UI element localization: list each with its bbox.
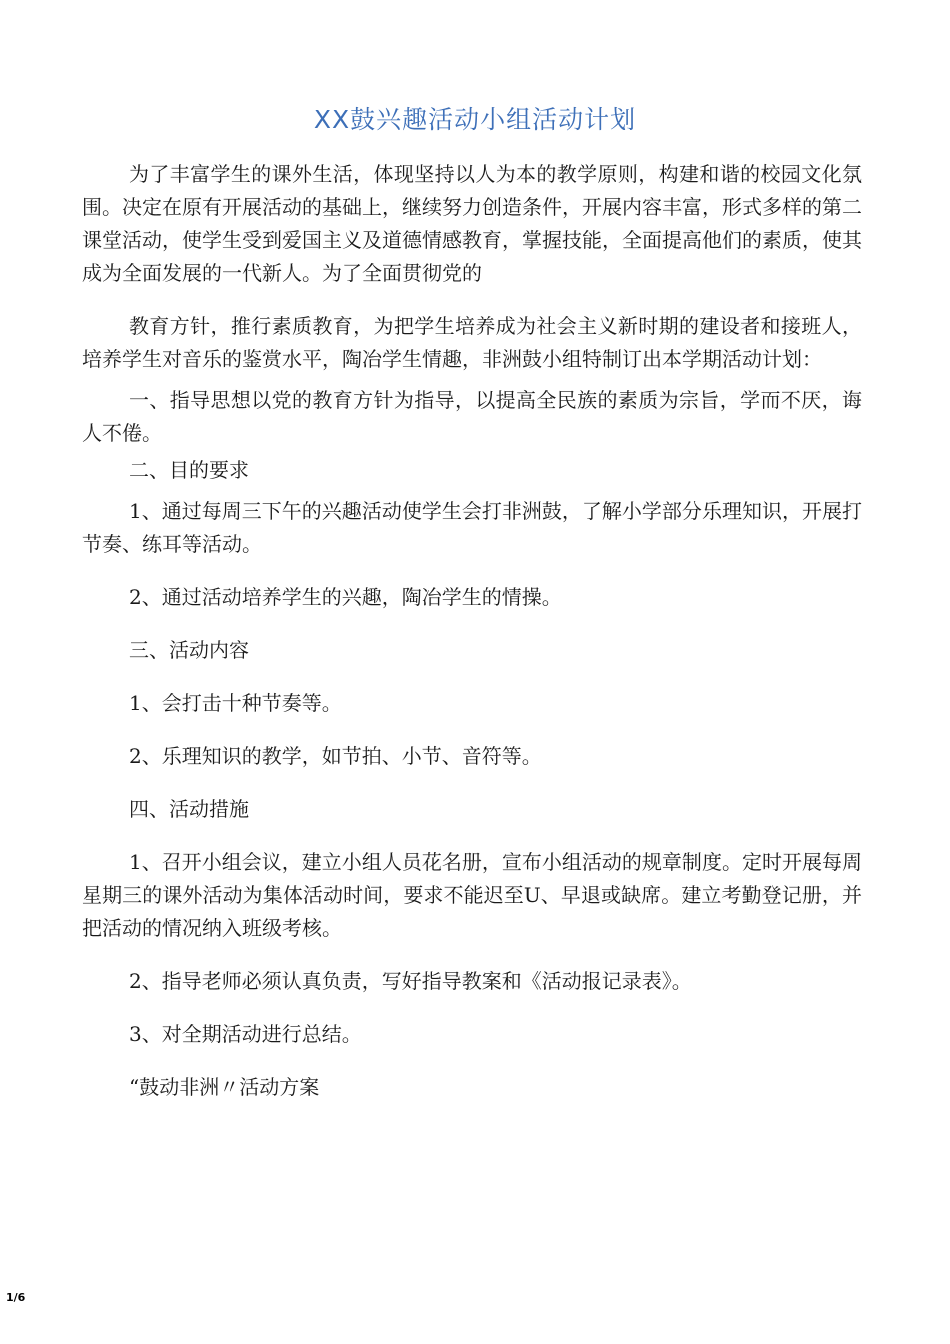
document-body [82, 158, 862, 1104]
goal-item-1: 1、通过每周三下午的兴趣活动使学生会打非洲鼓，了解小学部分乐理知识，开展打节奏、练耳等活动。 [82, 499, 862, 556]
section-heading-content: 三、活动内容 [129, 638, 249, 662]
intro-paragraph: 为了丰富学生的课外生活，体现坚持以人为本的教学原则，构建和谐的校园文化氛围。决定在原有开展活动的基础上，继续努力创造条件，开展内容丰富，形式多样的第二课堂活动，使学生受到爱国主义及道德情感教育，掌握技能，全面提高他们的素质，使其成为全面发展的一代新人。为了全面贯彻党的 [82, 162, 862, 285]
section-guiding-ideology: 一、指导思想以党的教育方针为指导，以提高全民族的素质为宗旨，学而不厌，诲人不倦。 [82, 388, 862, 445]
measure-item-3: 3、对全期活动进行总结。 [129, 1022, 362, 1046]
intro-paragraph-continued: 教育方针，推行素质教育，为把学生培养成为社会主义新时期的建设者和接班人，培养学生对音乐的鉴赏水平，陶冶学生情趣，非洲鼓小组特制订出本学期活动计划： [82, 314, 862, 371]
goal-item-2: 2、通过活动培养学生的兴趣，陶冶学生的情操。 [129, 585, 562, 609]
content-item-2: 2、乐理知识的教学，如节拍、小节、音符等。 [129, 744, 542, 768]
next-section-heading: “鼓动非洲〃活动方案 [129, 1075, 320, 1099]
page-number: 1/6 [6, 1291, 26, 1304]
measure-item-1: 1、召开小组会议，建立小组人员花名册，宣布小组活动的规章制度。定时开展每周星期三的课外活动为集体活动时间，要求不能迟至U、早退或缺席。建立考勤登记册，并把活动的情况纳入班级考核。 [82, 850, 862, 940]
section-heading-goals: 二、目的要求 [129, 458, 249, 482]
content-item-1: 1、会打击十种节奏等。 [129, 691, 342, 715]
measure-item-2: 2、指导老师必须认真负责，写好指导教案和《活动报记录表》。 [129, 969, 692, 993]
section-heading-measures: 四、活动措施 [129, 797, 249, 821]
document-title: XX鼓兴趣活动小组活动计划 [313, 105, 637, 134]
